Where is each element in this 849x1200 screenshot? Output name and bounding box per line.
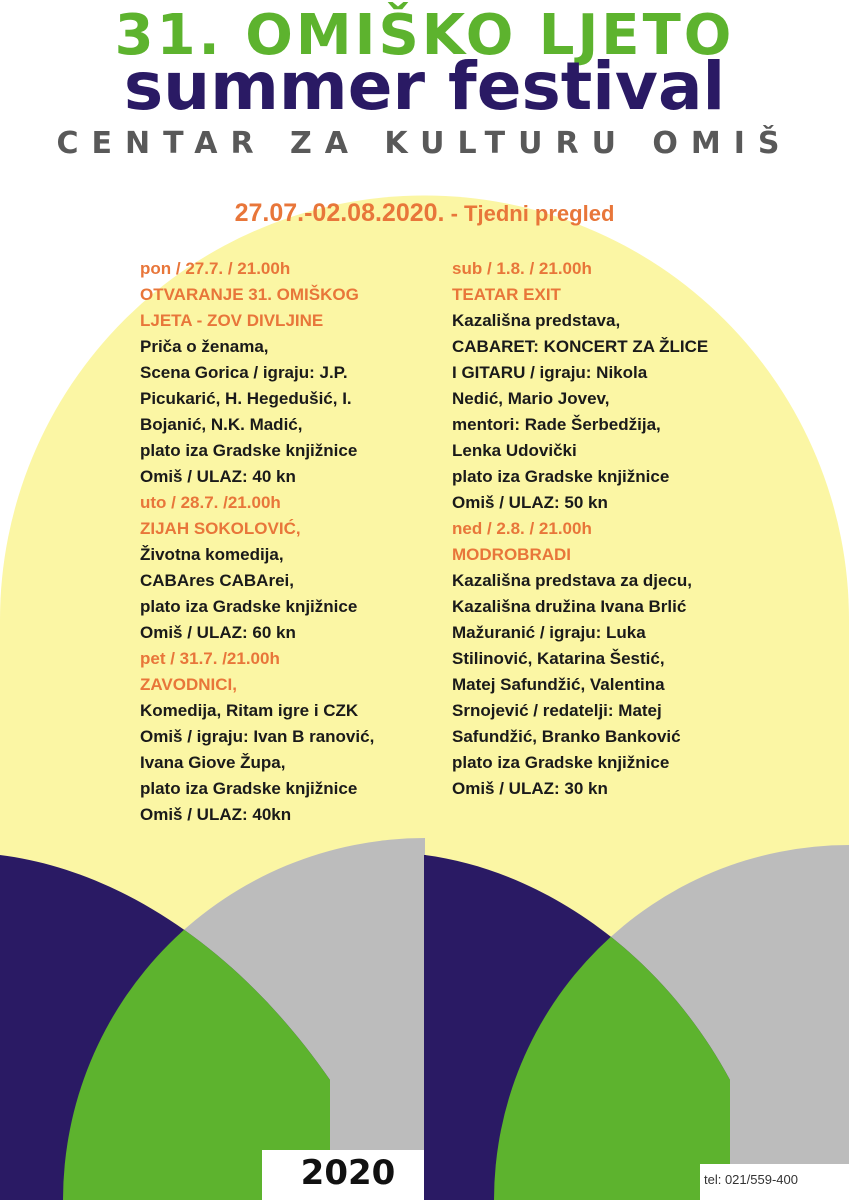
year-label: 2020: [300, 1153, 396, 1193]
event-detail-line: plato iza Gradske knjižnice: [140, 441, 358, 460]
week-dates: 27.07.-02.08.2020.: [234, 199, 445, 227]
event-heading-line: pet / 31.7. /21.00h: [140, 649, 280, 668]
event-detail-line: I GITARU / igraju: Nikola: [452, 363, 648, 382]
event-detail-line: Stilinović, Katarina Šestić,: [452, 649, 665, 668]
event-heading-line: sub / 1.8. / 21.00h: [452, 259, 592, 278]
event-detail-line: plato iza Gradske knjižnice: [140, 597, 358, 616]
event-heading-line: MODROBRADI: [452, 545, 571, 564]
event-detail-line: Mažuranić / igraju: Luka: [452, 623, 646, 642]
event-detail-line: Picukarić, H. Hegedušić, I.: [140, 389, 352, 408]
event-heading-line: OTVARANJE 31. OMIŠKOG: [140, 285, 359, 304]
event-detail-line: plato iza Gradske knjižnice: [452, 467, 670, 486]
event-detail-line: Ivana Giove Župa,: [140, 753, 286, 772]
event-detail-line: CABAres CABArei,: [140, 571, 294, 590]
event-heading-line: TEATAR EXIT: [452, 285, 561, 304]
telephone-number: tel: 021/559-400: [704, 1172, 798, 1187]
event-detail-line: Kazališna predstava,: [452, 311, 621, 330]
organizer-name: CENTAR ZA KULTURU OMIŠ: [56, 126, 793, 161]
event-detail-line: CABARET: KONCERT ZA ŽLICE: [452, 337, 709, 356]
event-detail-line: Priča o ženama,: [140, 337, 269, 356]
event-heading-line: ZIJAH SOKOLOVIĆ,: [140, 519, 301, 538]
event-detail-line: Omiš / ULAZ: 30 kn: [452, 779, 608, 798]
event-detail-line: Nedić, Mario Jovev,: [452, 389, 610, 408]
event-detail-line: Kazališna družina Ivana Brlić: [452, 597, 687, 616]
event-detail-line: Lenka Udovički: [452, 441, 577, 460]
event-detail-line: Bojanić, N.K. Madić,: [140, 415, 303, 434]
event-detail-line: plato iza Gradske knjižnice: [140, 779, 358, 798]
event-detail-line: mentori: Rade Šerbedžija,: [452, 415, 661, 434]
event-detail-line: Safundžić, Branko Banković: [452, 727, 681, 746]
event-detail-line: Kazališna predstava za djecu,: [452, 571, 692, 590]
week-label: - Tjedni pregled: [450, 201, 615, 226]
event-detail-line: Omiš / ULAZ: 60 kn: [140, 623, 296, 642]
event-detail-line: Omiš / ULAZ: 50 kn: [452, 493, 608, 512]
event-heading-line: pon / 27.7. / 21.00h: [140, 259, 291, 278]
event-detail-line: Omiš / ULAZ: 40 kn: [140, 467, 296, 486]
festival-title-line2: summer festival: [123, 48, 726, 125]
event-detail-line: Srnojević / redatelji: Matej: [452, 701, 662, 720]
festival-title-line1: 31. OMIŠKO LJETO: [114, 3, 735, 68]
event-detail-line: Scena Gorica / igraju: J.P.: [140, 363, 348, 382]
event-detail-line: Životna komedija,: [140, 545, 284, 564]
event-heading-line: ned / 2.8. / 21.00h: [452, 519, 592, 538]
event-detail-line: Matej Safundžić, Valentina: [452, 675, 665, 694]
event-detail-line: Komedija, Ritam igre i CZK: [140, 701, 359, 720]
event-heading-line: LJETA - ZOV DIVLJINE: [140, 311, 324, 330]
event-detail-line: plato iza Gradske knjižnice: [452, 753, 670, 772]
event-detail-line: Omiš / igraju: Ivan B ranović,: [140, 727, 375, 746]
events-right-column: [452, 256, 752, 802]
event-detail-line: Omiš / ULAZ: 40kn: [140, 805, 292, 824]
events-left-column: [140, 256, 430, 828]
event-heading-line: ZAVODNICI,: [140, 675, 237, 694]
week-overview-heading: [0, 198, 849, 229]
event-heading-line: uto / 28.7. /21.00h: [140, 493, 281, 512]
